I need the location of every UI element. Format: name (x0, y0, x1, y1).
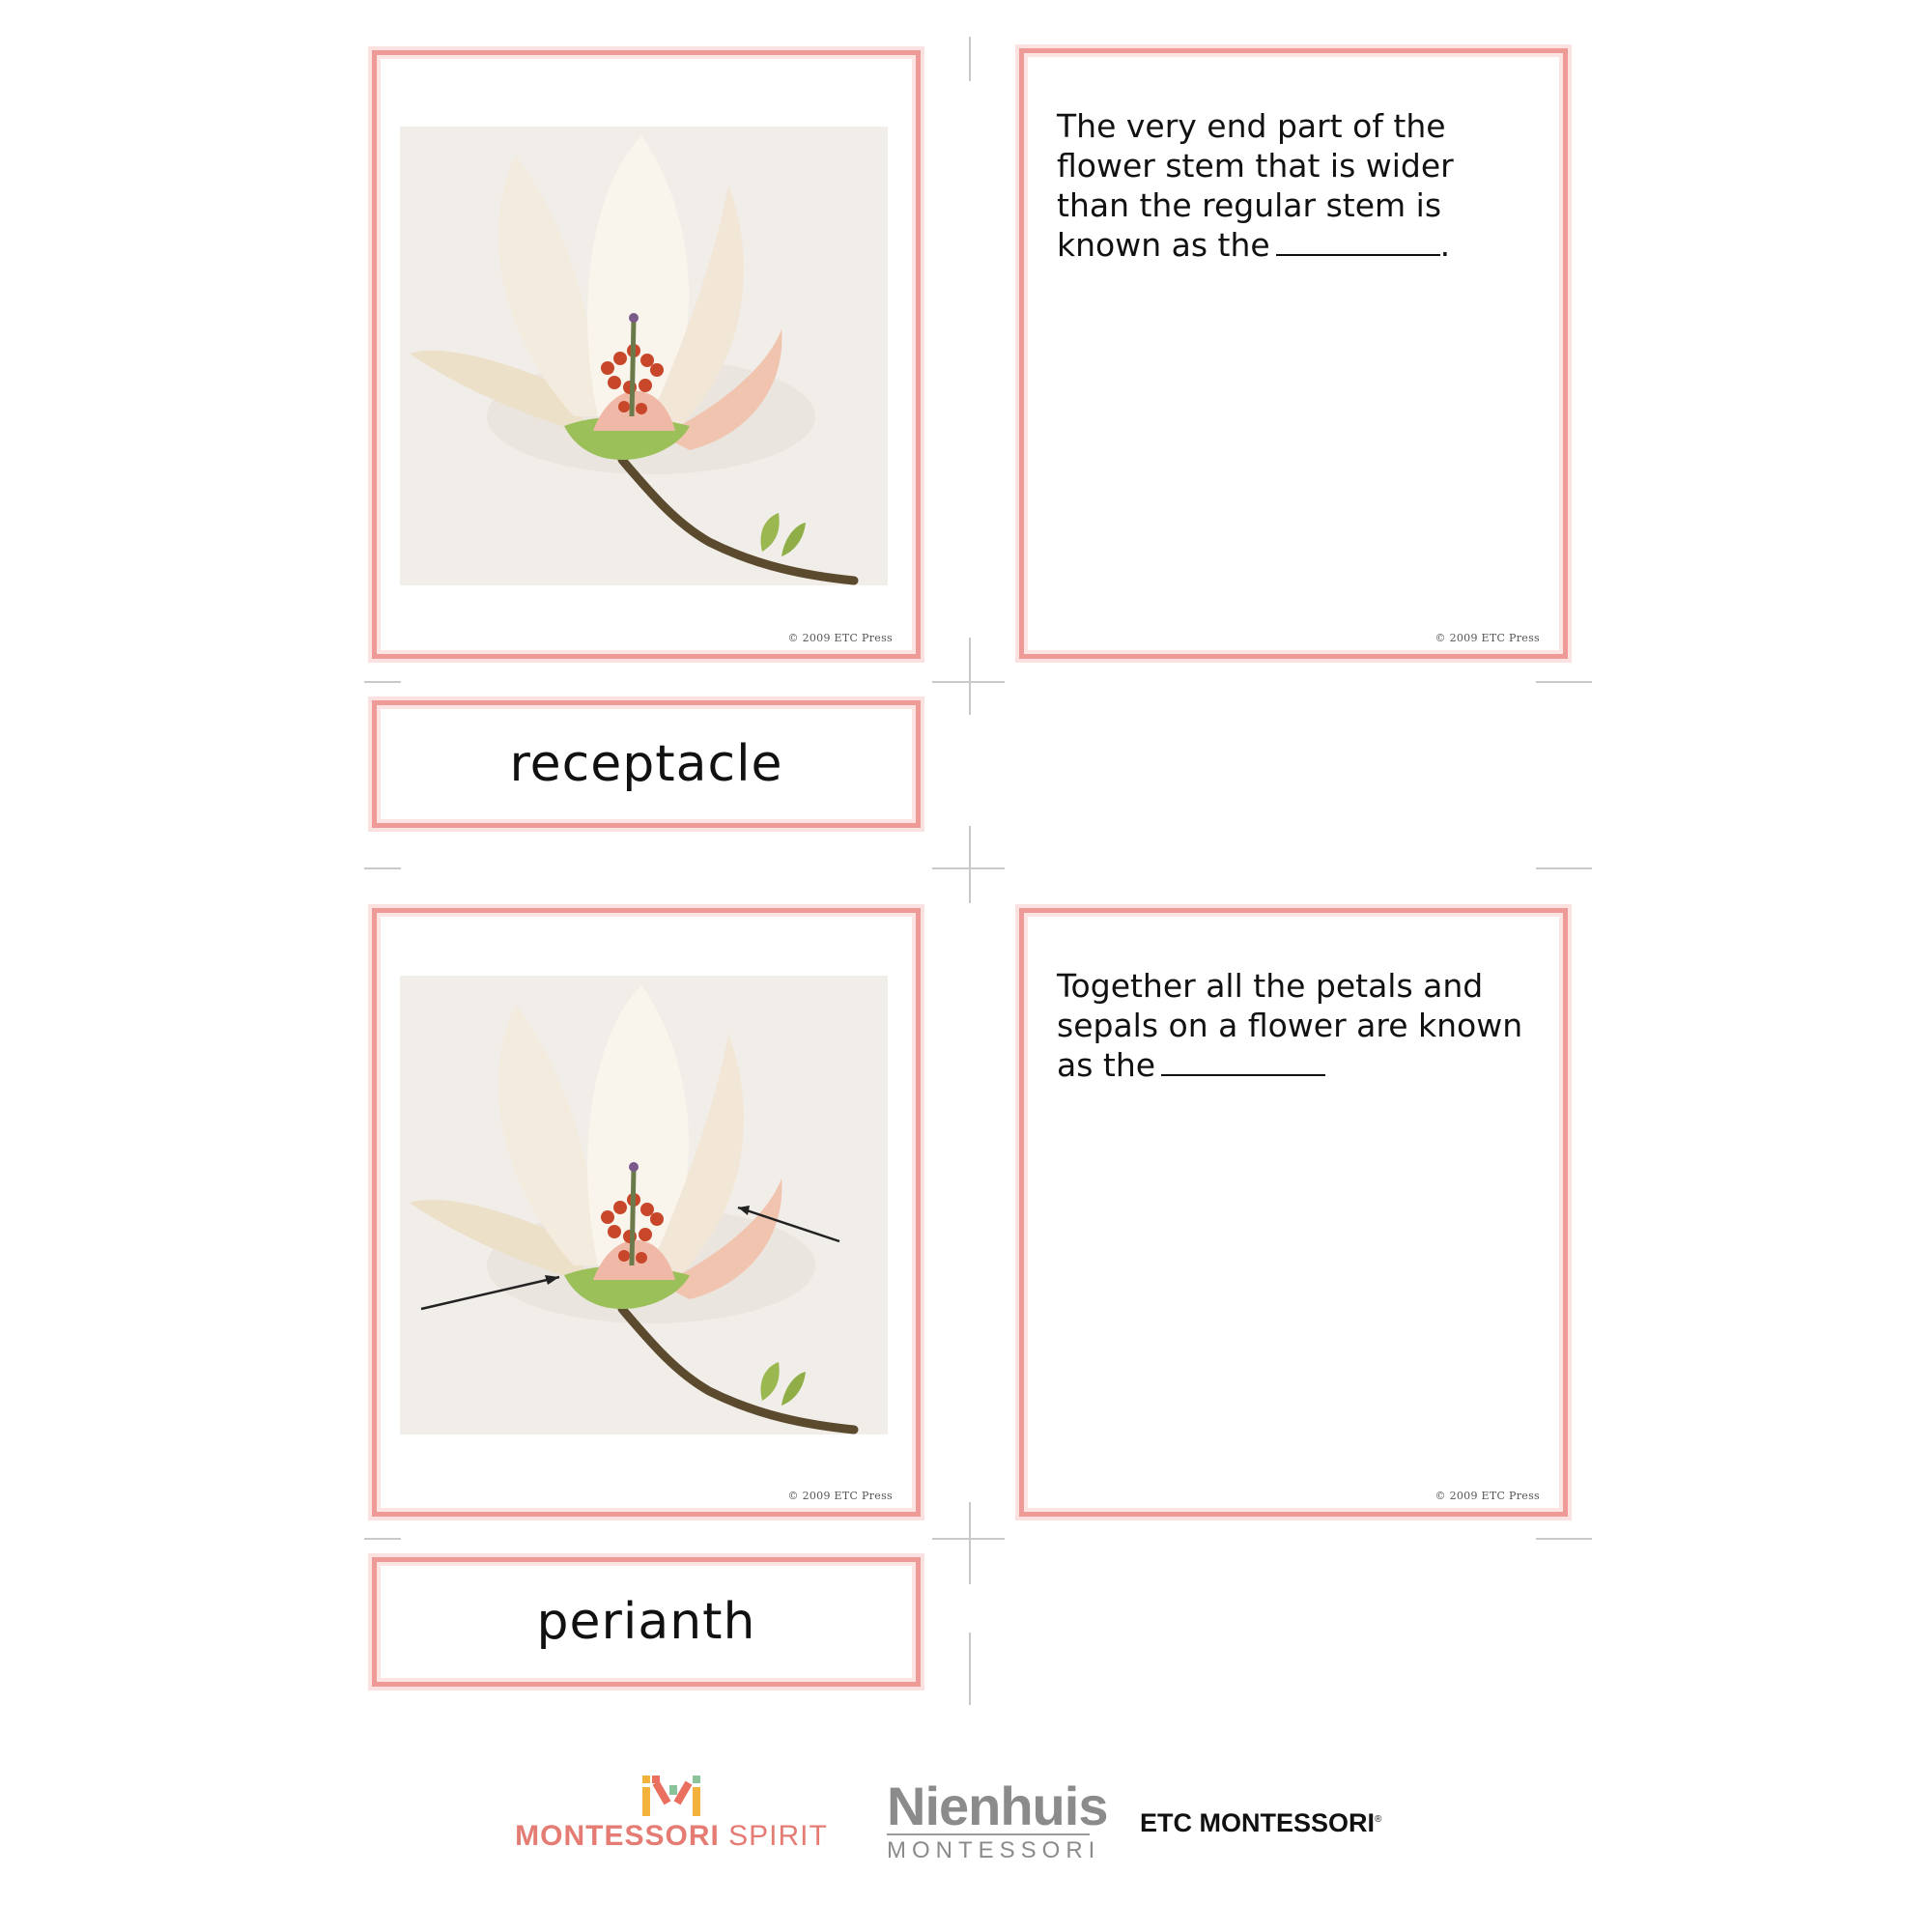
copyright-text: © 2009 ETC Press (787, 632, 893, 644)
label-card-receptacle (372, 700, 921, 828)
montessori-spirit-logo (502, 1776, 840, 1853)
picture-card-receptacle (372, 50, 921, 659)
label-card-perianth (372, 1557, 921, 1687)
definition-question-end: . (1439, 226, 1451, 264)
magnolia-flower-illustration (400, 127, 888, 585)
answer-blank (1276, 254, 1440, 256)
montessori-spirit-wordmark (502, 1820, 840, 1853)
definition-question: The very end part of the flower stem that is wider than the regular stem is known as the (1057, 107, 1454, 264)
definition-text (1057, 966, 1544, 1085)
flower-photo (400, 127, 888, 585)
cut-mark-horizontal-left-3 (364, 1538, 401, 1540)
definition-text (1057, 106, 1544, 265)
montessori-spirit-bold: MONTESSORI (515, 1820, 720, 1852)
nienhuis-logo (887, 1776, 1108, 1864)
montessori-spirit-logo-mark (640, 1776, 702, 1816)
cut-mark-horizontal-right-1 (1536, 681, 1592, 683)
definition-question: Together all the petals and sepals on a flower are known as the (1057, 967, 1523, 1084)
copyright-text: © 2009 ETC Press (1435, 632, 1540, 644)
answer-blank (1161, 1074, 1325, 1076)
nienhuis-wordmark: Nienhuis (887, 1776, 1108, 1836)
cut-mark-vertical-top (969, 37, 971, 81)
cut-mark-vertical-bottom (969, 1633, 971, 1705)
montessori-spirit-light: SPIRIT (719, 1820, 828, 1852)
nienhuis-subtitle: MONTESSORI (887, 1833, 1090, 1864)
label-text: receptacle (509, 735, 783, 793)
cut-mark-horizontal-right-2 (1536, 867, 1592, 869)
magnolia-flower-illustration (400, 976, 888, 1435)
cut-mark-cross-2v (969, 826, 971, 903)
cut-mark-horizontal-left-2 (364, 867, 401, 869)
cut-mark-cross-3v (969, 1502, 971, 1584)
flower-photo (400, 976, 888, 1435)
definition-card-receptacle (1019, 48, 1568, 659)
picture-card-perianth (372, 908, 921, 1517)
etc-wordmark: ETC MONTESSORI (1140, 1808, 1376, 1837)
label-text: perianth (536, 1593, 756, 1651)
copyright-text: © 2009 ETC Press (1435, 1490, 1540, 1502)
cut-mark-horizontal-right-3 (1536, 1538, 1592, 1540)
copyright-text: © 2009 ETC Press (787, 1490, 893, 1502)
etc-montessori-logo (1140, 1808, 1420, 1838)
cut-mark-cross-1v (969, 638, 971, 715)
registered-mark: ® (1375, 1814, 1382, 1825)
cut-mark-horizontal-left-1 (364, 681, 401, 683)
definition-card-perianth (1019, 908, 1568, 1517)
